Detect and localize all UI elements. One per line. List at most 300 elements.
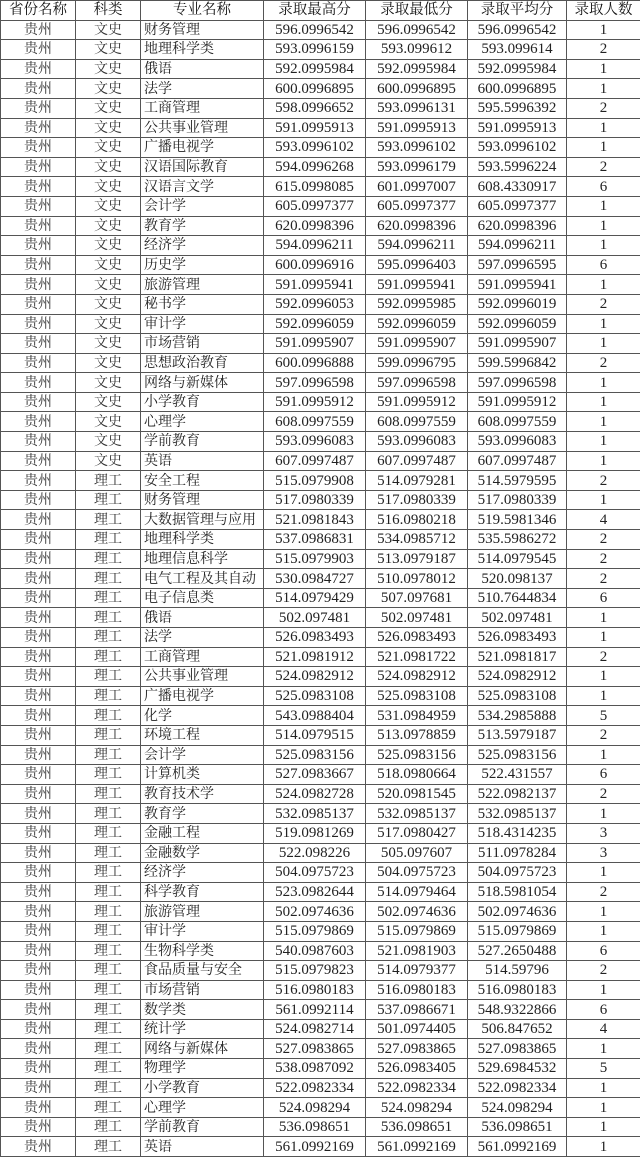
cell-count: 1 bbox=[567, 392, 640, 412]
table-row bbox=[1, 863, 640, 883]
cell-avg-score: 514.59796 bbox=[468, 961, 567, 981]
cell-major: 俄语 bbox=[141, 608, 264, 628]
cell-province: 贵州 bbox=[1, 1137, 76, 1157]
cell-max-score: 504.0975723 bbox=[264, 863, 366, 883]
cell-province: 贵州 bbox=[1, 216, 76, 236]
cell-avg-score: 608.4330917 bbox=[468, 177, 567, 197]
cell-min-score: 592.0995985 bbox=[366, 294, 468, 314]
cell-count: 1 bbox=[567, 196, 640, 216]
table-row bbox=[1, 275, 640, 295]
cell-avg-score: 524.0982912 bbox=[468, 667, 567, 687]
cell-max-score: 620.0998396 bbox=[264, 216, 366, 236]
cell-province: 贵州 bbox=[1, 314, 76, 334]
cell-province: 贵州 bbox=[1, 236, 76, 256]
cell-avg-score: 513.5979187 bbox=[468, 725, 567, 745]
cell-province: 贵州 bbox=[1, 745, 76, 765]
cell-min-score: 605.0997377 bbox=[366, 196, 468, 216]
cell-major: 物理学 bbox=[141, 1059, 264, 1079]
cell-count: 1 bbox=[567, 314, 640, 334]
cell-min-score: 501.0974405 bbox=[366, 1019, 468, 1039]
cell-category: 文史 bbox=[76, 216, 141, 236]
cell-category: 文史 bbox=[76, 196, 141, 216]
cell-major: 思想政治教育 bbox=[141, 353, 264, 373]
cell-province: 贵州 bbox=[1, 1117, 76, 1137]
cell-avg-score: 515.0979869 bbox=[468, 921, 567, 941]
cell-major: 生物科学类 bbox=[141, 941, 264, 961]
cell-category: 理工 bbox=[76, 647, 141, 667]
cell-major: 市场营销 bbox=[141, 334, 264, 354]
cell-major: 计算机类 bbox=[141, 765, 264, 785]
cell-count: 2 bbox=[567, 98, 640, 118]
table-row bbox=[1, 1137, 640, 1157]
cell-major: 会计学 bbox=[141, 196, 264, 216]
cell-max-score: 524.0982728 bbox=[264, 784, 366, 804]
cell-count: 1 bbox=[567, 118, 640, 138]
table-row bbox=[1, 569, 640, 589]
cell-min-score: 537.0986671 bbox=[366, 1000, 468, 1020]
cell-min-score: 593.099612 bbox=[366, 40, 468, 60]
table-row bbox=[1, 392, 640, 412]
cell-avg-score: 527.2650488 bbox=[468, 941, 567, 961]
cell-count: 1 bbox=[567, 804, 640, 824]
table-row bbox=[1, 1019, 640, 1039]
cell-count: 1 bbox=[567, 451, 640, 471]
cell-major: 地理科学类 bbox=[141, 530, 264, 550]
cell-min-score: 514.0979281 bbox=[366, 471, 468, 491]
cell-major: 秘书学 bbox=[141, 294, 264, 314]
cell-category: 理工 bbox=[76, 863, 141, 883]
cell-major: 审计学 bbox=[141, 921, 264, 941]
cell-max-score: 521.0981843 bbox=[264, 510, 366, 530]
table-row bbox=[1, 608, 640, 628]
cell-category: 理工 bbox=[76, 569, 141, 589]
cell-category: 理工 bbox=[76, 823, 141, 843]
cell-max-score: 525.0983156 bbox=[264, 745, 366, 765]
cell-major: 小学教育 bbox=[141, 392, 264, 412]
cell-category: 理工 bbox=[76, 765, 141, 785]
table-row bbox=[1, 157, 640, 177]
cell-major: 英语 bbox=[141, 1137, 264, 1157]
cell-avg-score: 548.9322866 bbox=[468, 1000, 567, 1020]
cell-category: 理工 bbox=[76, 490, 141, 510]
cell-count: 6 bbox=[567, 177, 640, 197]
cell-province: 贵州 bbox=[1, 843, 76, 863]
cell-major: 地理科学类 bbox=[141, 40, 264, 60]
cell-province: 贵州 bbox=[1, 941, 76, 961]
cell-category: 文史 bbox=[76, 138, 141, 158]
cell-category: 文史 bbox=[76, 373, 141, 393]
cell-avg-score: 504.0975723 bbox=[468, 863, 567, 883]
cell-min-score: 620.0998396 bbox=[366, 216, 468, 236]
table-row bbox=[1, 823, 640, 843]
cell-max-score: 525.0983108 bbox=[264, 686, 366, 706]
cell-count: 1 bbox=[567, 490, 640, 510]
cell-min-score: 504.0975723 bbox=[366, 863, 468, 883]
cell-category: 文史 bbox=[76, 157, 141, 177]
cell-category: 理工 bbox=[76, 1137, 141, 1157]
table-row bbox=[1, 255, 640, 275]
cell-province: 贵州 bbox=[1, 40, 76, 60]
cell-major: 教育学 bbox=[141, 216, 264, 236]
cell-count: 6 bbox=[567, 1000, 640, 1020]
cell-major: 审计学 bbox=[141, 314, 264, 334]
cell-category: 理工 bbox=[76, 608, 141, 628]
cell-min-score: 593.0996179 bbox=[366, 157, 468, 177]
cell-category: 文史 bbox=[76, 334, 141, 354]
table-row bbox=[1, 882, 640, 902]
cell-category: 理工 bbox=[76, 1059, 141, 1079]
cell-min-score: 505.097607 bbox=[366, 843, 468, 863]
cell-category: 文史 bbox=[76, 412, 141, 432]
cell-min-score: 525.0983156 bbox=[366, 745, 468, 765]
cell-avg-score: 597.0996598 bbox=[468, 373, 567, 393]
cell-category: 文史 bbox=[76, 177, 141, 197]
cell-avg-score: 520.098137 bbox=[468, 569, 567, 589]
cell-avg-score: 511.0978284 bbox=[468, 843, 567, 863]
cell-major: 网络与新媒体 bbox=[141, 373, 264, 393]
cell-max-score: 600.0996916 bbox=[264, 255, 366, 275]
table-row bbox=[1, 40, 640, 60]
table-row bbox=[1, 20, 640, 40]
cell-max-score: 561.0992169 bbox=[264, 1137, 366, 1157]
cell-province: 贵州 bbox=[1, 784, 76, 804]
cell-major: 化学 bbox=[141, 706, 264, 726]
cell-major: 公共事业管理 bbox=[141, 118, 264, 138]
cell-avg-score: 593.5996224 bbox=[468, 157, 567, 177]
cell-count: 2 bbox=[567, 530, 640, 550]
cell-max-score: 524.0982714 bbox=[264, 1019, 366, 1039]
table-row bbox=[1, 59, 640, 79]
cell-min-score: 596.0996542 bbox=[366, 20, 468, 40]
cell-category: 理工 bbox=[76, 921, 141, 941]
cell-max-score: 524.098294 bbox=[264, 1098, 366, 1118]
table-row bbox=[1, 353, 640, 373]
cell-max-score: 538.0987092 bbox=[264, 1059, 366, 1079]
cell-province: 贵州 bbox=[1, 961, 76, 981]
table-row bbox=[1, 745, 640, 765]
cell-category: 理工 bbox=[76, 941, 141, 961]
cell-min-score: 526.0983405 bbox=[366, 1059, 468, 1079]
cell-avg-score: 522.0982137 bbox=[468, 784, 567, 804]
cell-category: 理工 bbox=[76, 686, 141, 706]
cell-province: 贵州 bbox=[1, 471, 76, 491]
cell-count: 1 bbox=[567, 667, 640, 687]
cell-province: 贵州 bbox=[1, 177, 76, 197]
table-row bbox=[1, 921, 640, 941]
table-row bbox=[1, 471, 640, 491]
cell-avg-score: 605.0997377 bbox=[468, 196, 567, 216]
cell-max-score: 515.0979869 bbox=[264, 921, 366, 941]
cell-province: 贵州 bbox=[1, 667, 76, 687]
cell-category: 理工 bbox=[76, 961, 141, 981]
table-row bbox=[1, 902, 640, 922]
cell-major: 食品质量与安全 bbox=[141, 961, 264, 981]
cell-min-score: 591.0995941 bbox=[366, 275, 468, 295]
cell-count: 2 bbox=[567, 549, 640, 569]
table-row bbox=[1, 843, 640, 863]
cell-major: 大数据管理与应用 bbox=[141, 510, 264, 530]
cell-category: 理工 bbox=[76, 1117, 141, 1137]
cell-max-score: 521.0981912 bbox=[264, 647, 366, 667]
cell-count: 2 bbox=[567, 40, 640, 60]
cell-min-score: 516.0980183 bbox=[366, 980, 468, 1000]
cell-min-score: 502.097481 bbox=[366, 608, 468, 628]
cell-count: 2 bbox=[567, 784, 640, 804]
cell-max-score: 522.098226 bbox=[264, 843, 366, 863]
cell-avg-score: 536.098651 bbox=[468, 1117, 567, 1137]
cell-count: 2 bbox=[567, 647, 640, 667]
table-row bbox=[1, 432, 640, 452]
header-min-score: 录取最低分 bbox=[366, 1, 468, 21]
cell-min-score: 518.0980664 bbox=[366, 765, 468, 785]
table-row bbox=[1, 941, 640, 961]
cell-avg-score: 514.0979545 bbox=[468, 549, 567, 569]
cell-category: 理工 bbox=[76, 530, 141, 550]
cell-min-score: 591.0995912 bbox=[366, 392, 468, 412]
cell-major: 科学教育 bbox=[141, 882, 264, 902]
table-row bbox=[1, 294, 640, 314]
cell-avg-score: 591.0995941 bbox=[468, 275, 567, 295]
cell-min-score: 592.0995984 bbox=[366, 59, 468, 79]
cell-max-score: 515.0979908 bbox=[264, 471, 366, 491]
cell-count: 2 bbox=[567, 294, 640, 314]
table-row bbox=[1, 804, 640, 824]
cell-province: 贵州 bbox=[1, 196, 76, 216]
cell-max-score: 593.0996102 bbox=[264, 138, 366, 158]
cell-province: 贵州 bbox=[1, 294, 76, 314]
cell-max-score: 519.0981269 bbox=[264, 823, 366, 843]
cell-major: 旅游管理 bbox=[141, 275, 264, 295]
cell-province: 贵州 bbox=[1, 275, 76, 295]
cell-category: 理工 bbox=[76, 588, 141, 608]
cell-province: 贵州 bbox=[1, 138, 76, 158]
cell-category: 文史 bbox=[76, 294, 141, 314]
cell-min-score: 531.0984959 bbox=[366, 706, 468, 726]
table-row bbox=[1, 1078, 640, 1098]
header-count: 录取人数 bbox=[567, 1, 640, 21]
cell-category: 理工 bbox=[76, 745, 141, 765]
cell-max-score: 502.0974636 bbox=[264, 902, 366, 922]
cell-avg-score: 591.0995907 bbox=[468, 334, 567, 354]
cell-category: 文史 bbox=[76, 392, 141, 412]
header-province: 省份名称 bbox=[1, 1, 76, 21]
cell-major: 公共事业管理 bbox=[141, 667, 264, 687]
cell-category: 文史 bbox=[76, 20, 141, 40]
cell-min-score: 593.0996083 bbox=[366, 432, 468, 452]
cell-count: 1 bbox=[567, 1137, 640, 1157]
cell-max-score: 591.0995907 bbox=[264, 334, 366, 354]
cell-max-score: 600.0996895 bbox=[264, 79, 366, 99]
cell-max-score: 592.0996053 bbox=[264, 294, 366, 314]
cell-avg-score: 592.0995984 bbox=[468, 59, 567, 79]
cell-category: 理工 bbox=[76, 1078, 141, 1098]
cell-count: 1 bbox=[567, 59, 640, 79]
cell-min-score: 524.098294 bbox=[366, 1098, 468, 1118]
cell-avg-score: 534.2985888 bbox=[468, 706, 567, 726]
cell-province: 贵州 bbox=[1, 1078, 76, 1098]
table-row bbox=[1, 725, 640, 745]
cell-category: 理工 bbox=[76, 706, 141, 726]
cell-max-score: 608.0997559 bbox=[264, 412, 366, 432]
table-row bbox=[1, 490, 640, 510]
cell-major: 经济学 bbox=[141, 863, 264, 883]
cell-major: 英语 bbox=[141, 451, 264, 471]
cell-count: 6 bbox=[567, 588, 640, 608]
cell-avg-score: 518.4314235 bbox=[468, 823, 567, 843]
table-row bbox=[1, 412, 640, 432]
cell-province: 贵州 bbox=[1, 353, 76, 373]
cell-max-score: 532.0985137 bbox=[264, 804, 366, 824]
cell-max-score: 594.0996268 bbox=[264, 157, 366, 177]
cell-province: 贵州 bbox=[1, 588, 76, 608]
table-row bbox=[1, 706, 640, 726]
cell-major: 经济学 bbox=[141, 236, 264, 256]
cell-avg-score: 535.5986272 bbox=[468, 530, 567, 550]
header-avg-score: 录取平均分 bbox=[468, 1, 567, 21]
cell-avg-score: 595.5996392 bbox=[468, 98, 567, 118]
cell-category: 理工 bbox=[76, 1019, 141, 1039]
cell-avg-score: 518.5981054 bbox=[468, 882, 567, 902]
cell-avg-score: 510.7644834 bbox=[468, 588, 567, 608]
cell-province: 贵州 bbox=[1, 79, 76, 99]
cell-province: 贵州 bbox=[1, 412, 76, 432]
cell-major: 旅游管理 bbox=[141, 902, 264, 922]
cell-major: 小学教育 bbox=[141, 1078, 264, 1098]
cell-major: 学前教育 bbox=[141, 432, 264, 452]
cell-avg-score: 522.0982334 bbox=[468, 1078, 567, 1098]
cell-min-score: 601.0997007 bbox=[366, 177, 468, 197]
cell-avg-score: 599.5996842 bbox=[468, 353, 567, 373]
table-row bbox=[1, 530, 640, 550]
cell-avg-score: 519.5981346 bbox=[468, 510, 567, 530]
cell-min-score: 532.0985137 bbox=[366, 804, 468, 824]
cell-avg-score: 521.0981817 bbox=[468, 647, 567, 667]
cell-category: 理工 bbox=[76, 1098, 141, 1118]
cell-count: 1 bbox=[567, 432, 640, 452]
cell-min-score: 595.0996403 bbox=[366, 255, 468, 275]
cell-count: 1 bbox=[567, 334, 640, 354]
cell-count: 5 bbox=[567, 1059, 640, 1079]
cell-province: 贵州 bbox=[1, 432, 76, 452]
cell-avg-score: 592.0996019 bbox=[468, 294, 567, 314]
cell-min-score: 513.0978859 bbox=[366, 725, 468, 745]
cell-count: 1 bbox=[567, 902, 640, 922]
table-row bbox=[1, 1098, 640, 1118]
cell-min-score: 534.0985712 bbox=[366, 530, 468, 550]
cell-count: 4 bbox=[567, 1019, 640, 1039]
cell-avg-score: 596.0996542 bbox=[468, 20, 567, 40]
cell-province: 贵州 bbox=[1, 373, 76, 393]
table-row bbox=[1, 79, 640, 99]
table-row bbox=[1, 334, 640, 354]
cell-min-score: 524.0982912 bbox=[366, 667, 468, 687]
cell-avg-score: 502.0974636 bbox=[468, 902, 567, 922]
cell-max-score: 593.0996083 bbox=[264, 432, 366, 452]
cell-province: 贵州 bbox=[1, 804, 76, 824]
cell-province: 贵州 bbox=[1, 392, 76, 412]
cell-min-score: 597.0996598 bbox=[366, 373, 468, 393]
cell-min-score: 594.0996211 bbox=[366, 236, 468, 256]
cell-major: 金融工程 bbox=[141, 823, 264, 843]
cell-province: 贵州 bbox=[1, 334, 76, 354]
cell-category: 理工 bbox=[76, 980, 141, 1000]
cell-min-score: 607.0997487 bbox=[366, 451, 468, 471]
cell-province: 贵州 bbox=[1, 902, 76, 922]
cell-province: 贵州 bbox=[1, 1039, 76, 1059]
cell-min-score: 516.0980218 bbox=[366, 510, 468, 530]
cell-province: 贵州 bbox=[1, 628, 76, 648]
cell-avg-score: 591.0995913 bbox=[468, 118, 567, 138]
cell-major: 学前教育 bbox=[141, 1117, 264, 1137]
cell-major: 财务管理 bbox=[141, 490, 264, 510]
cell-min-score: 526.0983493 bbox=[366, 628, 468, 648]
cell-count: 2 bbox=[567, 471, 640, 491]
cell-province: 贵州 bbox=[1, 157, 76, 177]
table-row bbox=[1, 1039, 640, 1059]
cell-count: 2 bbox=[567, 882, 640, 902]
table-row bbox=[1, 196, 640, 216]
cell-avg-score: 593.099614 bbox=[468, 40, 567, 60]
cell-avg-score: 561.0992169 bbox=[468, 1137, 567, 1157]
cell-max-score: 593.0996159 bbox=[264, 40, 366, 60]
cell-category: 文史 bbox=[76, 451, 141, 471]
cell-max-score: 515.0979903 bbox=[264, 549, 366, 569]
cell-max-score: 600.0996888 bbox=[264, 353, 366, 373]
cell-min-score: 592.0996059 bbox=[366, 314, 468, 334]
cell-avg-score: 607.0997487 bbox=[468, 451, 567, 471]
cell-major: 汉语国际教育 bbox=[141, 157, 264, 177]
cell-max-score: 530.0984727 bbox=[264, 569, 366, 589]
cell-min-score: 513.0979187 bbox=[366, 549, 468, 569]
cell-max-score: 561.0992114 bbox=[264, 1000, 366, 1020]
cell-major: 工商管理 bbox=[141, 98, 264, 118]
table-row bbox=[1, 667, 640, 687]
cell-category: 文史 bbox=[76, 79, 141, 99]
table-row bbox=[1, 588, 640, 608]
cell-count: 3 bbox=[567, 843, 640, 863]
cell-major: 网络与新媒体 bbox=[141, 1039, 264, 1059]
cell-avg-score: 592.0996059 bbox=[468, 314, 567, 334]
cell-major: 电子信息类 bbox=[141, 588, 264, 608]
cell-category: 理工 bbox=[76, 628, 141, 648]
cell-province: 贵州 bbox=[1, 98, 76, 118]
cell-avg-score: 527.0983865 bbox=[468, 1039, 567, 1059]
cell-count: 1 bbox=[567, 686, 640, 706]
cell-max-score: 502.097481 bbox=[264, 608, 366, 628]
cell-avg-score: 514.5979595 bbox=[468, 471, 567, 491]
table-row bbox=[1, 138, 640, 158]
table-row bbox=[1, 549, 640, 569]
cell-avg-score: 600.0996895 bbox=[468, 79, 567, 99]
cell-max-score: 591.0995941 bbox=[264, 275, 366, 295]
cell-province: 贵州 bbox=[1, 451, 76, 471]
cell-count: 1 bbox=[567, 1117, 640, 1137]
table-row bbox=[1, 118, 640, 138]
cell-category: 文史 bbox=[76, 255, 141, 275]
cell-min-score: 527.0983865 bbox=[366, 1039, 468, 1059]
cell-max-score: 543.0988404 bbox=[264, 706, 366, 726]
cell-count: 1 bbox=[567, 921, 640, 941]
table-row bbox=[1, 98, 640, 118]
cell-major: 数学类 bbox=[141, 1000, 264, 1020]
cell-count: 1 bbox=[567, 608, 640, 628]
cell-avg-score: 529.6984532 bbox=[468, 1059, 567, 1079]
cell-province: 贵州 bbox=[1, 1098, 76, 1118]
cell-avg-score: 532.0985137 bbox=[468, 804, 567, 824]
cell-avg-score: 502.097481 bbox=[468, 608, 567, 628]
cell-min-score: 521.0981722 bbox=[366, 647, 468, 667]
cell-max-score: 526.0983493 bbox=[264, 628, 366, 648]
